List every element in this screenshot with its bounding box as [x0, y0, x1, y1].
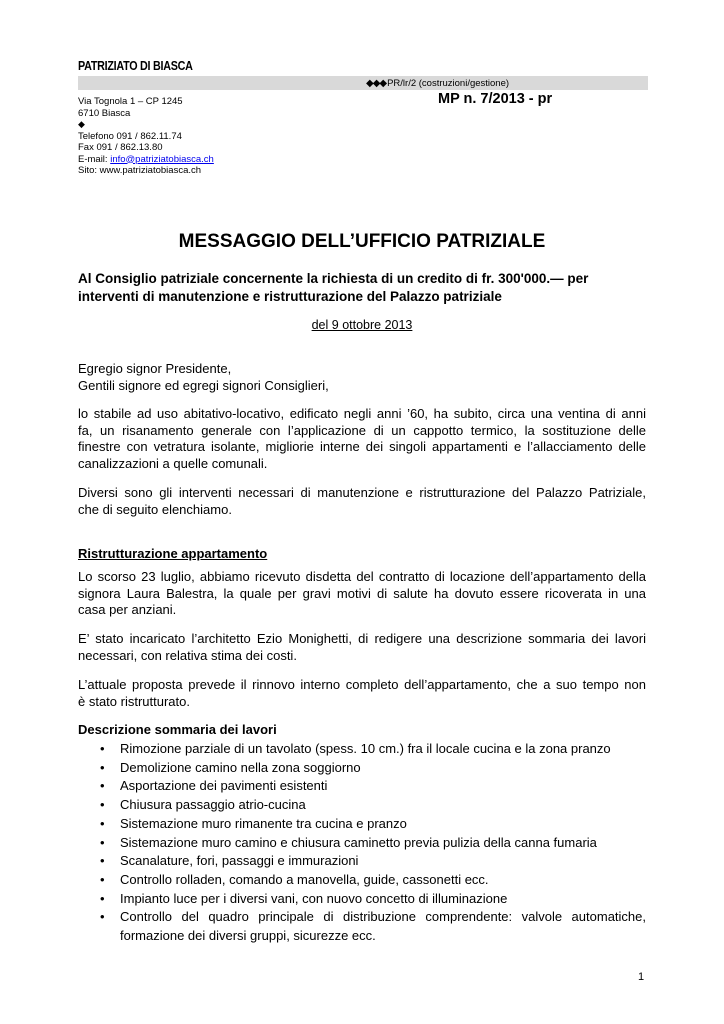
bullet-icon: •	[100, 797, 105, 813]
email-line	[78, 154, 214, 166]
list-item-text: Controllo del quadro principale di distribuzione comprendente: valvole automatiche,	[120, 909, 646, 925]
paragraph-line: lo stabile ad uso abitativo-locativo, edificato negli anni ’60, ha subito, circa una ventina di anni	[78, 406, 646, 421]
paragraph-line: Diversi sono gli interventi necessari di manutenzione e ristrutturazione del Palazzo Patriziale,	[78, 485, 646, 500]
list-item	[78, 796, 646, 815]
subject-block	[78, 270, 646, 306]
fax-number: Fax 091 / 862.13.80	[78, 142, 163, 153]
bullet-icon: •	[100, 778, 105, 794]
list-item	[78, 834, 646, 853]
paragraph-line: è stato ristrutturato.	[78, 693, 190, 709]
bullet-icon: •	[100, 759, 105, 775]
email-label: E-mail:	[78, 153, 111, 165]
paragraph-lease	[78, 569, 646, 619]
paragraph-architect	[78, 631, 646, 664]
list-item-text: Sistemazione muro camino e chiusura caminetto previa pulizia della canna fumaria	[120, 834, 597, 850]
list-item-text: Asportazione dei pavimenti esistenti	[120, 778, 328, 794]
list-item-text: Rimozione parziale di un tavolato (spess. 10 cm.) fra il locale cucina e la zona pranzo	[120, 741, 611, 756]
reference-bar	[78, 76, 648, 90]
diamond-icons: ◆◆◆	[366, 78, 387, 89]
list-item	[78, 890, 646, 909]
list-item	[78, 908, 646, 945]
bullet-icon: •	[100, 834, 105, 850]
message-number: MP n. 7/2013 - pr	[438, 91, 553, 107]
list-item	[78, 759, 646, 778]
paragraph-building	[78, 406, 646, 472]
paragraph-line: Lo scorso 23 luglio, abbiamo ricevuto disdetta del contratto di locazione dell’appartamento della	[78, 569, 646, 584]
greeting	[78, 361, 646, 394]
subject-line: interventi di manutenzione e ristrutturazione del Palazzo patriziale	[78, 289, 502, 304]
paragraph-proposal	[78, 677, 646, 710]
bullet-icon: •	[100, 871, 105, 887]
paragraph-line: L’attuale proposta prevede il rinnovo interno completo dell’appartamento, che a suo tempo non	[78, 677, 646, 692]
list-item	[78, 815, 646, 834]
paragraph-line: canalizzazioni a quelle comunali.	[78, 455, 268, 471]
address-city: 6710 Biasca	[78, 107, 131, 119]
bullet-icon: •	[100, 741, 105, 756]
paragraph-line: finestre con vetratura isolante, migliorie interne dei singoli appartamenti e l’allacciamento delle	[78, 439, 646, 454]
greeting-line: Gentili signore ed egregi signori Consiglieri,	[78, 377, 329, 393]
bullet-icon: •	[100, 815, 105, 831]
section-heading: Descrizione sommaria dei lavori	[78, 722, 277, 737]
address-block	[78, 96, 214, 177]
diamond-icon: ◆	[78, 119, 85, 129]
list-item-text: Chiusura passaggio atrio-cucina	[120, 797, 306, 813]
section-heading: Ristrutturazione appartamento	[78, 546, 268, 561]
subject-line: Al Consiglio patriziale concernente la richiesta di un credito di fr. 300'000.— per	[78, 271, 589, 286]
list-item	[78, 740, 646, 759]
reference-code-text: PR/lr/2 (costruzioni/gestione)	[387, 78, 510, 89]
list-item	[78, 777, 646, 796]
list-item-text: formazione dei diversi gruppi, sicurezze ecc.	[120, 928, 376, 944]
document-date: del 9 ottobre 2013	[311, 318, 413, 332]
org-name: PATRIZIATO DI BIASCA	[78, 59, 193, 73]
paragraph-line: E’ stato incaricato l’architetto Ezio Monighetti, di redigere una descrizione sommaria dei lavori	[78, 631, 646, 646]
paragraph-interventions	[78, 485, 646, 518]
paragraph-line: che di seguito elenchiamo.	[78, 501, 232, 517]
list-item-text: Demolizione camino nella zona soggiorno	[120, 759, 361, 775]
document-title: MESSAGGIO DELL’UFFICIO PATRIZIALE	[178, 231, 546, 252]
works-list	[78, 740, 646, 946]
email-link[interactable]: info@patriziatobiasca.ch	[110, 153, 214, 165]
website-line: Sito: www.patriziatobiasca.ch	[78, 165, 202, 176]
paragraph-line: casa per anziani.	[78, 602, 177, 617]
phone-number: Telefono 091 / 862.11.74	[78, 130, 182, 142]
bullet-icon: •	[100, 853, 105, 869]
paragraph-line: fa, un risanamento generale con l’applicazione di un cappotto termico, la sostituzione delle	[78, 422, 646, 438]
bullet-icon: •	[100, 890, 105, 906]
page-number: 1	[638, 971, 645, 983]
bullet-icon: •	[100, 909, 105, 925]
greeting-line: Egregio signor Presidente,	[78, 361, 232, 376]
list-item	[78, 852, 646, 871]
list-item-text: Controllo rolladen, comando a manovella, guide, cassonetti ecc.	[120, 871, 489, 887]
list-item	[78, 871, 646, 890]
list-item-text: Scanalature, fori, passaggi e immurazioni	[120, 853, 359, 869]
paragraph-line: necessari, con relativa stima dei costi.	[78, 647, 297, 663]
reference-code	[366, 78, 509, 89]
list-item-text: Impianto luce per i diversi vani, con nuovo concetto di illuminazione	[120, 890, 508, 906]
list-item-text: Sistemazione muro rimanente tra cucina e pranzo	[120, 815, 407, 831]
paragraph-line: signora Laura Balestra, la quale per gravi motivi di salute ha dovuto essere ricoverata in una	[78, 585, 646, 601]
address-street: Via Tognola 1 – CP 1245	[78, 96, 183, 107]
